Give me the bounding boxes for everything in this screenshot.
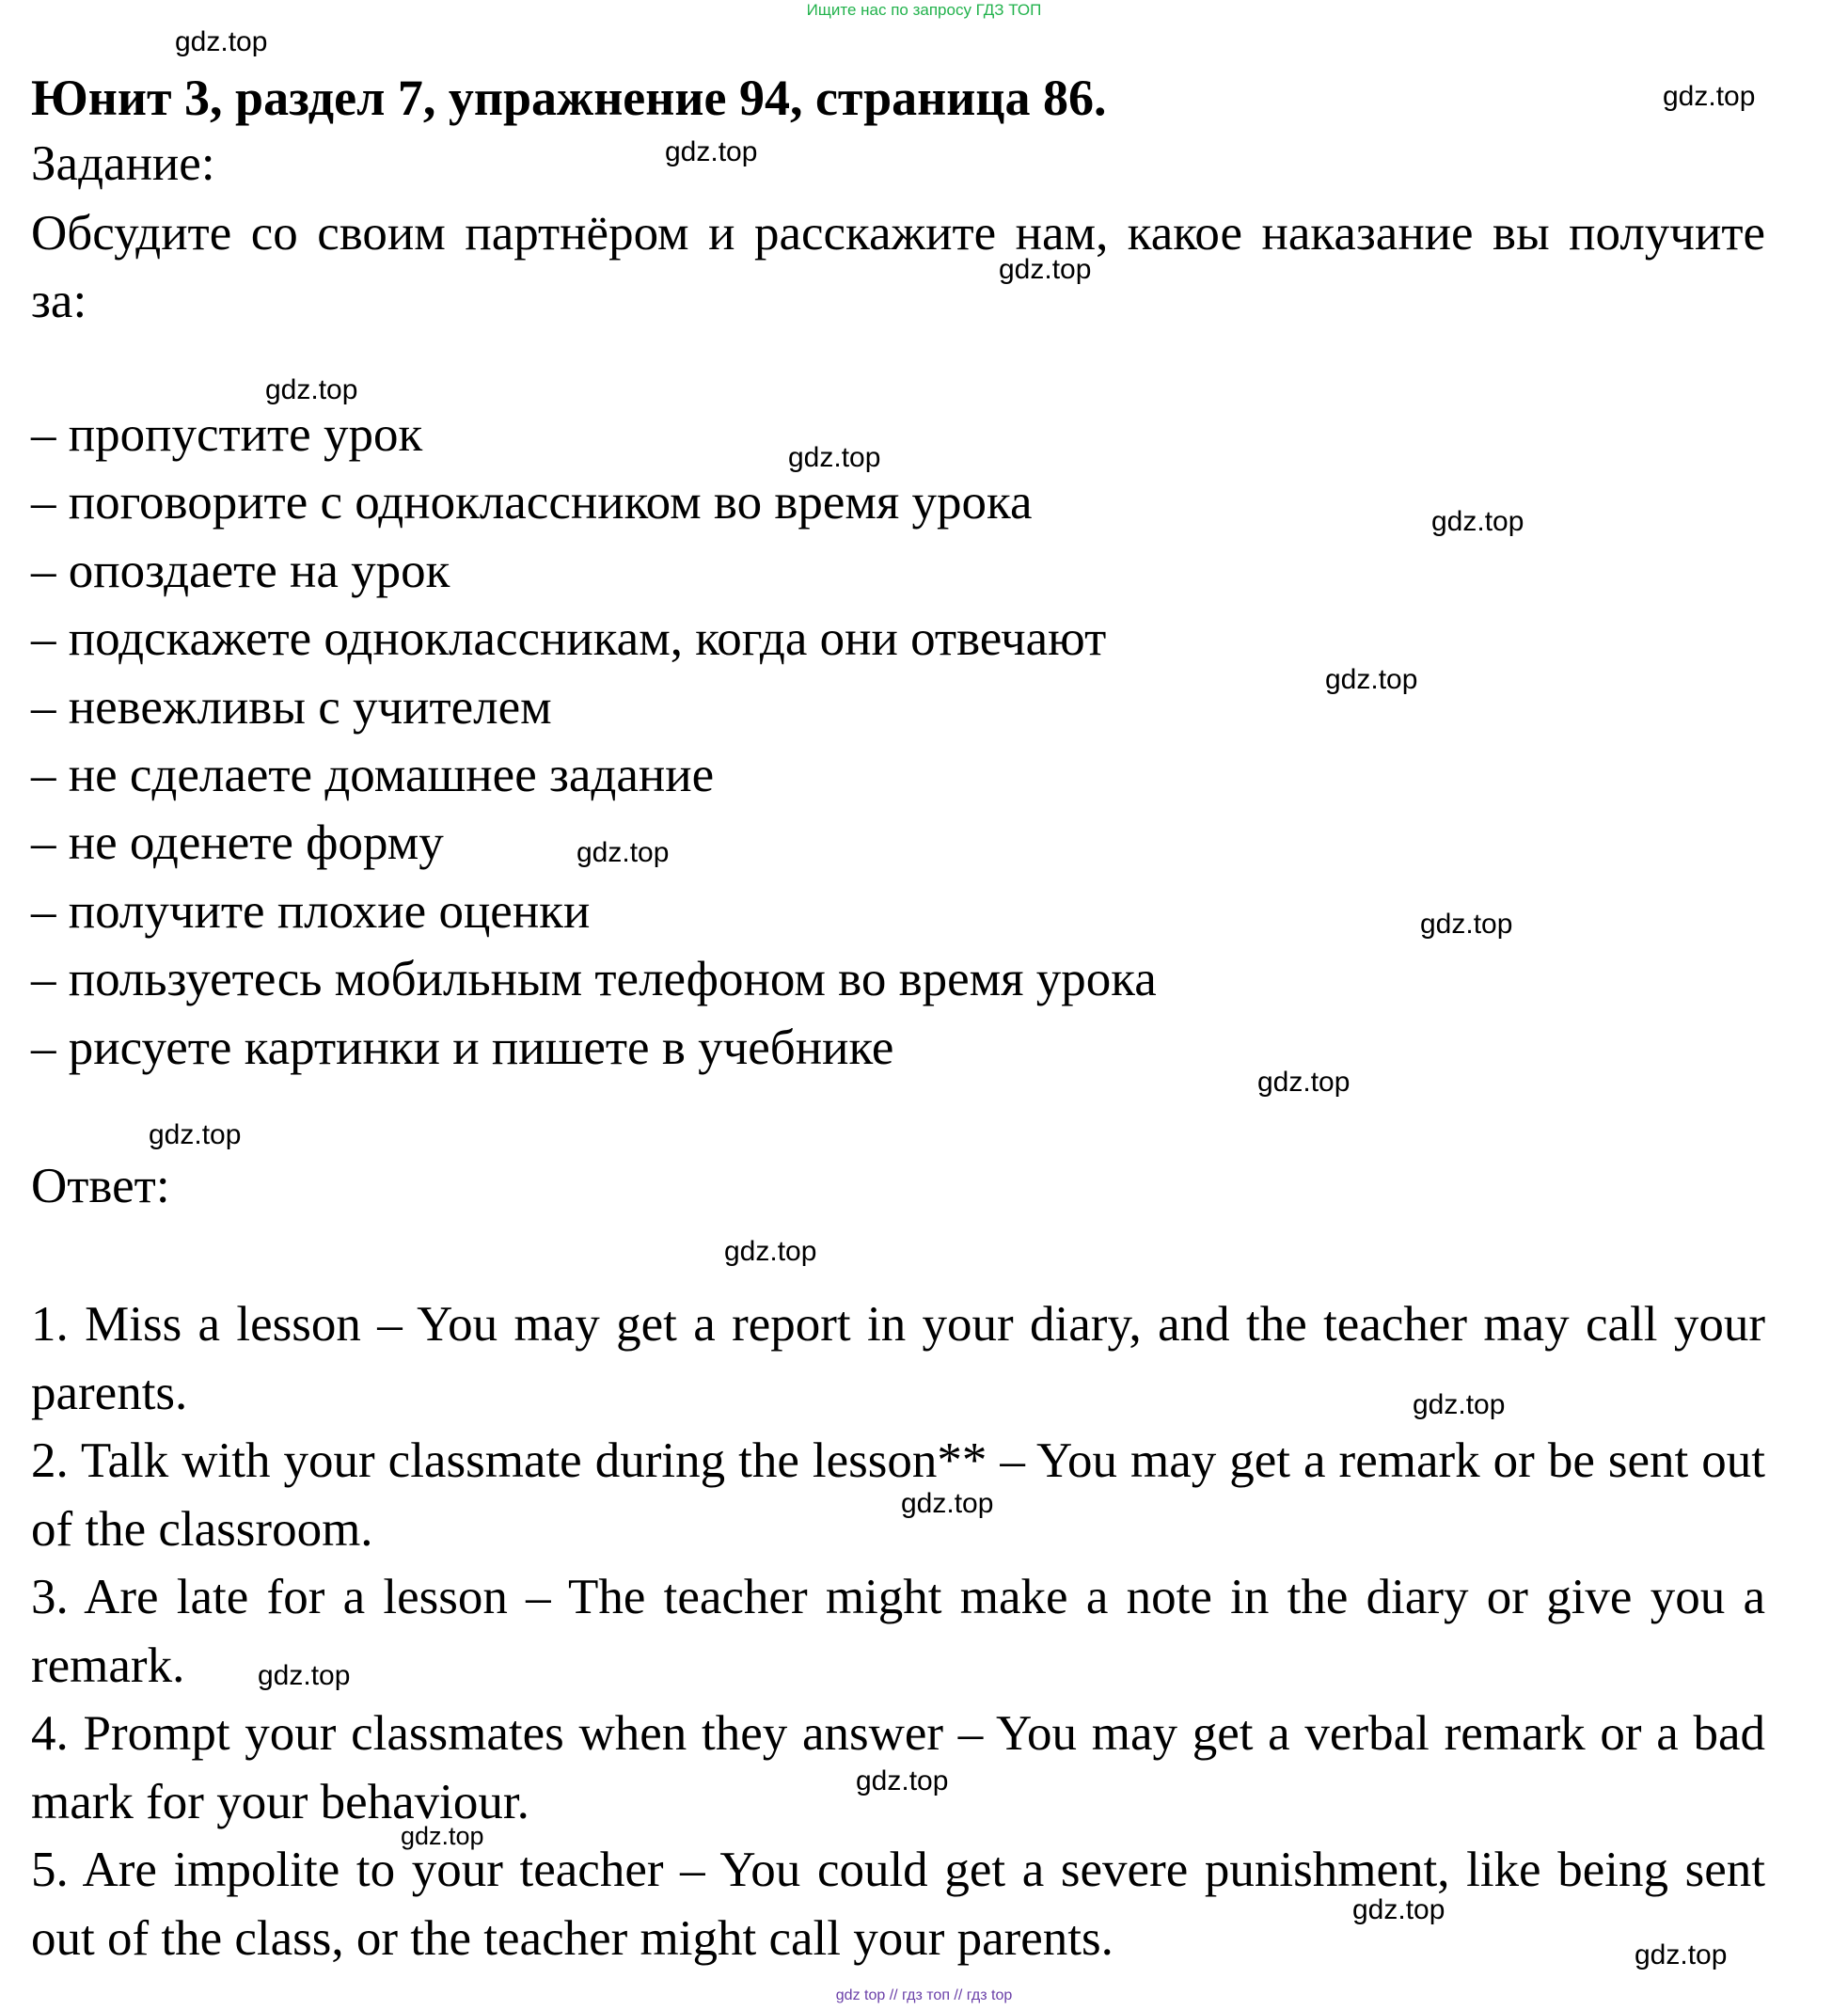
watermark: gdz.top xyxy=(665,136,758,167)
watermark: gdz.top xyxy=(577,837,670,868)
list-item: – поговорите с одноклассником во время урока xyxy=(31,475,1033,530)
watermark: gdz.top xyxy=(856,1765,949,1796)
answer-item: 1. Miss a lesson – You may get a report in your diary, and the teacher may call your parents. xyxy=(31,1297,1765,1420)
list-item: – подскажете одноклассникам, когда они отвечают xyxy=(31,611,1107,667)
answer-item: 3. Are late for a lesson – The teacher might make a note in the diary or give you a remark. xyxy=(31,1570,1765,1693)
watermark: gdz.top xyxy=(1413,1389,1506,1420)
answer-item: 2. Talk with your classmate during the lesson** – You may get a remark or be sent out of the classroom. xyxy=(31,1433,1765,1557)
page-title: Юнит 3, раздел 7, упражнение 94, страница 86. xyxy=(31,70,1107,126)
list-item: – получите плохие оценки xyxy=(31,883,591,939)
task-text: Обсудите со своим партнёром и расскажите нам, какое наказание вы получите за: xyxy=(31,206,1765,328)
watermark: gdz.top xyxy=(901,1488,994,1519)
watermark: gdz.top xyxy=(175,26,268,57)
task-label: Задание: xyxy=(31,136,215,191)
site-footer-banner: gdz top // гдз топ // гдз top xyxy=(835,1987,1013,2003)
list-item: – невежливы с учителем xyxy=(31,679,552,735)
watermark: gdz.top xyxy=(1325,664,1418,695)
answer-item: 4. Prompt your classmates when they answer – You may get a verbal remark or a bad mark for your behaviour. xyxy=(31,1706,1765,1829)
list-item: – не сделаете домашнее задание xyxy=(31,747,715,802)
watermark: gdz.top xyxy=(1420,909,1513,940)
task-list xyxy=(31,401,1157,1082)
watermark: gdz.top xyxy=(1352,1894,1445,1925)
watermark: gdz.top xyxy=(401,1822,484,1850)
list-item: – пропустите урок xyxy=(31,407,423,462)
watermark: gdz.top xyxy=(265,374,358,405)
watermark: gdz.top xyxy=(1635,1939,1728,1970)
watermark: gdz.top xyxy=(788,442,881,473)
watermark: gdz.top xyxy=(149,1119,242,1150)
list-item: – опоздаете на урок xyxy=(31,543,450,598)
list-item: – рисуете картинки и пишете в учебнике xyxy=(31,1020,894,1075)
list-item: – не оденете форму xyxy=(31,815,444,871)
watermark: gdz.top xyxy=(999,254,1092,285)
watermark: gdz.top xyxy=(724,1236,817,1267)
watermark: gdz.top xyxy=(1257,1067,1350,1098)
answer-label: Ответ: xyxy=(31,1159,170,1213)
search-hint-banner: Ищите нас по запросу ГДЗ ТОП xyxy=(806,1,1042,19)
watermark: gdz.top xyxy=(1663,81,1756,112)
watermark: gdz.top xyxy=(258,1660,351,1691)
watermark: gdz.top xyxy=(1431,506,1524,537)
answer-item: 5. Are impolite to your teacher – You could get a severe punishment, like being sent out of the class, or the teacher might call your parents. xyxy=(31,1843,1765,1966)
list-item: – пользуетесь мобильным телефоном во время урока xyxy=(31,952,1157,1007)
